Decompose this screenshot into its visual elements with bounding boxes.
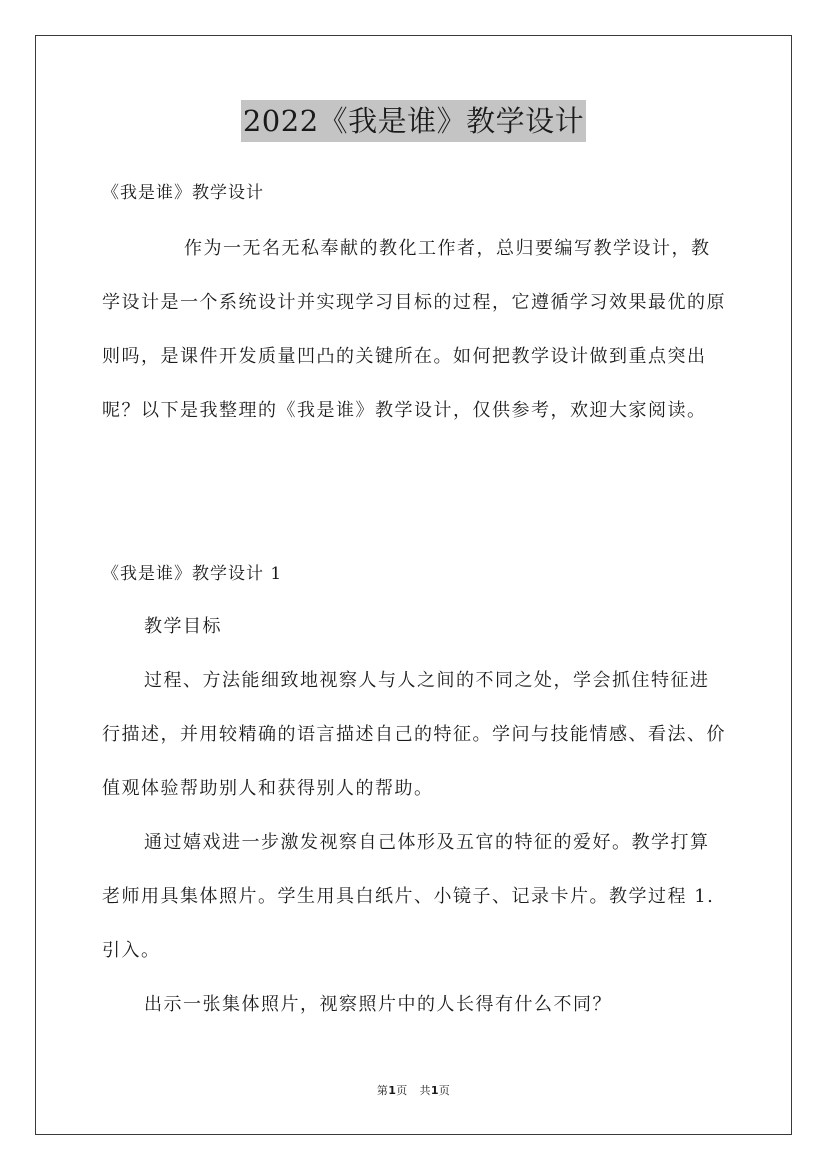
page-number-prefix: 第 (376, 1084, 389, 1097)
document-title (0, 100, 827, 142)
paragraph-teaching-preparation: 通过嬉戏进一步激发视察自己体形及五官的特征的爱好。教学打算老师用具集体照片。学生用具白纸片、小镜子、记录卡片。教学过程 1. 引入。 (102, 832, 715, 961)
page-total-count: 1 (430, 1084, 439, 1097)
subheading-teaching-goals: 教学目标 (144, 616, 222, 637)
page-total-suffix: 页 (438, 1084, 451, 1097)
page-number-suffix: 页 (396, 1084, 408, 1097)
intro-heading: 《我是谁》教学设计 (102, 183, 264, 203)
paragraph-teaching-goals: 过程、方法能细致地视察人与人之间的不同之处，学会抓住特征进行描述，并用较精确的语言描述自己的特征。学问与技能情感、看法、价值观体验帮助别人和获得别人的帮助。 (102, 670, 726, 799)
page-number-current: 1 (388, 1084, 397, 1097)
section-heading-1: 《我是谁》教学设计 1 (102, 564, 283, 584)
page-total-prefix: 共 (419, 1084, 431, 1097)
intro-paragraph: 作为一无名无私奉献的教化工作者，总归要编写教学设计，教学设计是一个系统设计并实现学习目标的过程，它遵循学习效果最优的原则吗，是课件开发质量凹凸的关键所在。如何把教学设计做到重点突出呢？以下是我整理的《我是谁》教学设计，仅供参考，欢迎大家阅读。 (102, 238, 726, 421)
document-title-text: 2022《我是谁》教学设计 (241, 100, 586, 142)
page-footer (0, 1082, 827, 1098)
paragraph-group-photo: 出示一张集体照片，视察照片中的人长得有什么不同？ (144, 994, 612, 1015)
